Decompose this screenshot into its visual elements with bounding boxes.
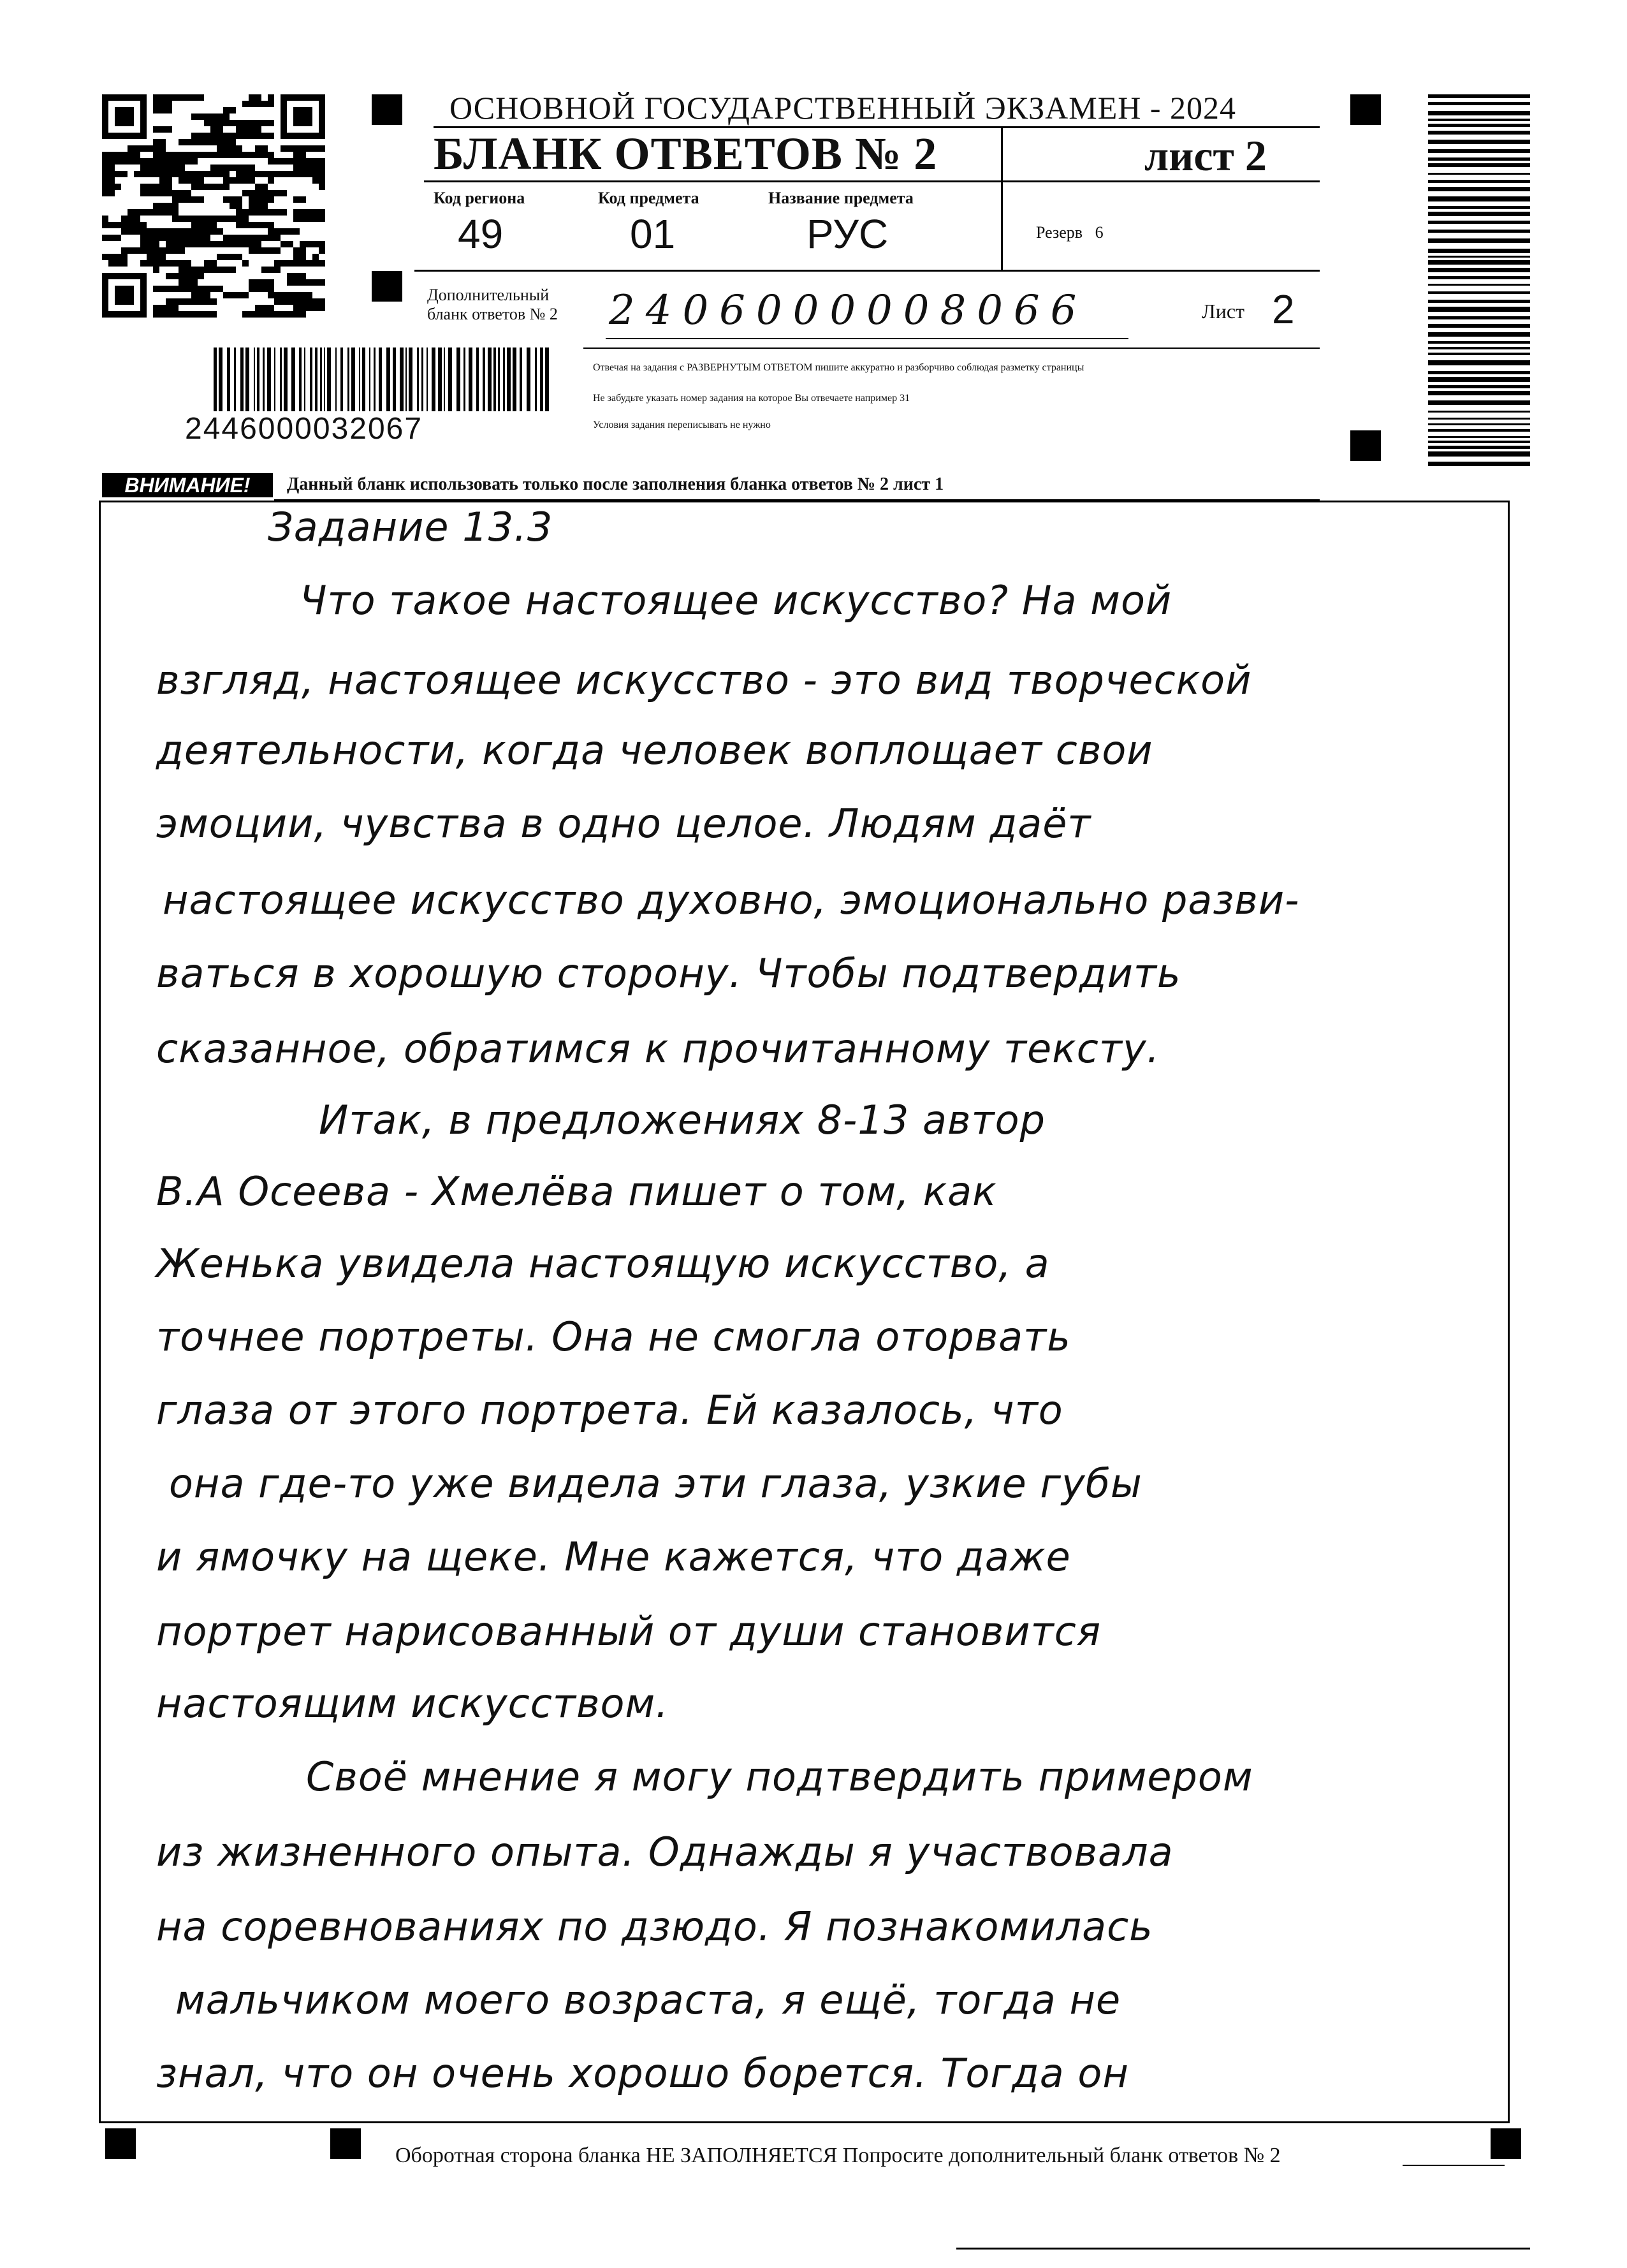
subject-code-label: Код предмета [598,189,699,207]
instruction-line: Условия задания переписывать не нужно [593,420,771,430]
dop-number: 2406000008066 [609,287,1088,334]
footer-note: Оборотная сторона бланка НЕ ЗАПОЛНЯЕТСЯ Попросите дополнительный бланк ответов № 2 [395,2144,1281,2167]
registration-mark [1491,2128,1521,2159]
reserve-field [1036,223,1104,242]
blank-title: БЛАНК ОТВЕТОВ № 2 [434,128,938,179]
divider [414,270,1320,272]
region-label: Код региона [434,189,525,207]
answer-line: Своё мнение я могу подтвердить примером [306,1753,1253,1800]
answer-line: Что такое настоящее искусство? На мой [300,577,1172,624]
answer-line: глаза от этого портрета. Ей казалось, что [156,1387,1063,1433]
answer-line: и ямочку на щеке. Мне кажется, что даже [156,1533,1071,1580]
reserve-label: Резерв [1036,223,1083,242]
answer-line: деятельности, когда человек воплощает свои [156,727,1153,773]
subject-code-value: 01 [630,211,676,257]
answer-line: из жизненного опыта. Однажды я участвовала [156,1829,1174,1875]
divider [606,338,1128,339]
subject-name-value: РУС [806,211,889,257]
dop-label: Дополнительный бланк ответов № 2 [427,286,558,323]
list-value: 2 [1272,286,1295,332]
sheet-label: лист 2 [1144,131,1267,180]
divider [424,180,1320,182]
answer-line: Итак, в предложениях 8-13 автор [319,1097,1046,1143]
answer-line: точнее портреты. Она не смогла оторвать [156,1313,1071,1360]
answer-line: мальчиком моего возраста, я ещё, тогда не [175,1977,1121,2023]
registration-mark [1350,430,1381,461]
answer-line: знал, что он очень хорошо борется. Тогда он [156,2050,1129,2096]
registration-mark [330,2128,361,2159]
subject-name-label: Название предмета [768,189,914,207]
answer-line: сказанное, обратимся к прочитанному тексту. [156,1025,1160,1072]
answer-line: на соревнованиях по дзюдо. Я познакомилась [156,1903,1153,1950]
divider [1403,2165,1505,2166]
list-label: Лист [1202,300,1245,323]
instruction-line: Отвечая на задания с РАЗВЕРНУТЫМ ОТВЕТОМ пишите аккуратно и разборчиво соблюдая разметку страницы [593,362,1084,373]
registration-mark [372,271,402,302]
answer-line: настоящим искусством. [156,1680,669,1727]
reserve-value: 6 [1095,223,1104,242]
qr-code [102,94,325,318]
attention-text: Данный бланк использовать только после заполнения бланка ответов № 2 лист 1 [287,474,944,494]
barcode [214,348,551,411]
divider [956,2248,1530,2250]
divider [1001,126,1003,270]
registration-mark [1350,94,1381,125]
answer-line: взгляд, настоящее искусство - это вид творческой [156,657,1252,703]
divider [583,348,1320,349]
answer-line: она где-то уже видела эти глаза, узкие губы [169,1460,1142,1507]
barcode-number: 2446000032067 [185,412,423,446]
attention-badge: ВНИМАНИЕ! [102,473,273,497]
answer-line: Задание 13.3 [268,504,553,550]
side-barcode [1428,94,1530,471]
region-value: 49 [458,211,504,257]
exam-title: ОСНОВНОЙ ГОСУДАРСТВЕННЫЙ ЭКЗАМЕН - 2024 [449,90,1236,126]
registration-mark [372,94,402,125]
answer-line: Женька увидела настоящую искусство, а [156,1240,1050,1287]
registration-mark [105,2128,136,2159]
answer-line: эмоции, чувства в одно целое. Людям даёт [156,800,1091,847]
answer-line: портрет нарисованный от души становится [156,1608,1102,1655]
instruction-line: Не забудьте указать номер задания на которое Вы отвечаете например 31 [593,393,910,404]
answer-line: ваться в хорошую сторону. Чтобы подтвердить [156,950,1181,997]
answer-line: настоящее искусство духовно, эмоционально разви- [163,877,1300,923]
answer-line: В.А Осеева - Хмелёва пишет о том, как [156,1168,997,1215]
